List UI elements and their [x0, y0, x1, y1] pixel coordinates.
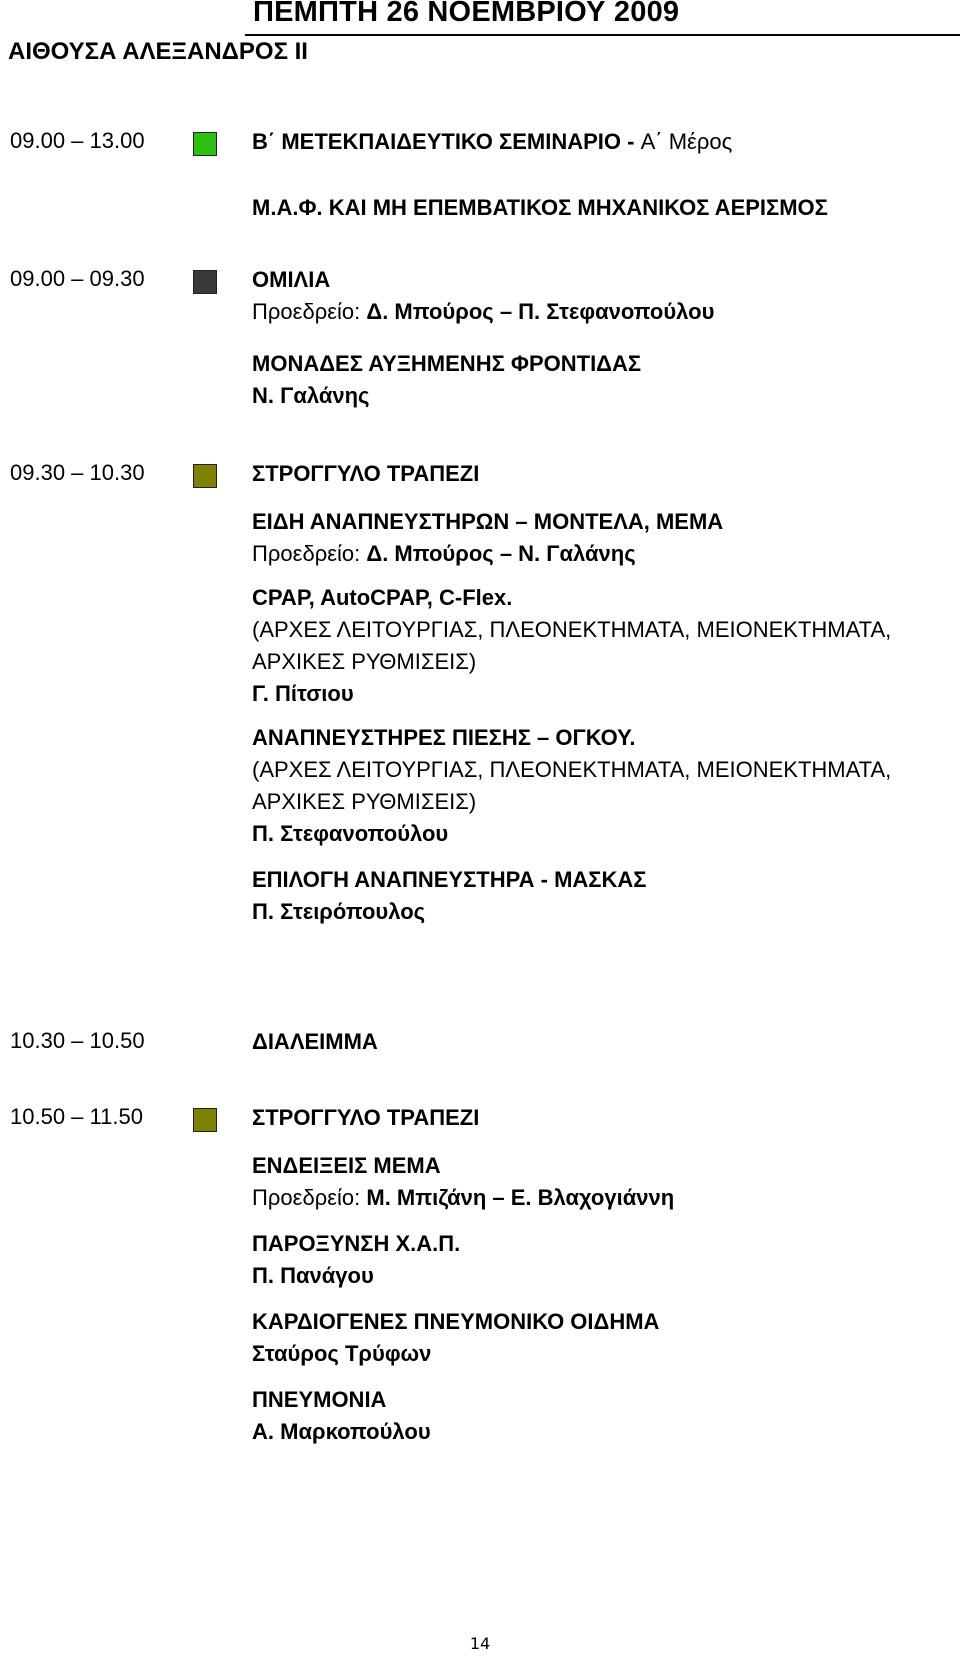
- session-seminar: [252, 126, 952, 224]
- chairs-label: Προεδρείο:: [252, 541, 367, 566]
- session-subtitle: Μ.Α.Φ. ΚΑΙ ΜΗ ΕΠΕΜΒΑΤΙΚΟΣ ΜΗΧΑΝΙΚΟΣ ΑΕΡΙΣΜΟΣ: [252, 195, 828, 220]
- talk-item: [252, 1228, 952, 1292]
- talk-color-marker: [193, 270, 217, 294]
- talk-description: (ΑΡΧΕΣ ΛΕΙΤΟΥΡΓΙΑΣ, ΠΛΕΟΝΕΚΤΗΜΑΤΑ, ΜΕΙΟΝΕΚΤΗΜΑΤΑ,: [252, 617, 892, 642]
- talk-speaker: Π. Στεφανοπούλου: [252, 821, 449, 846]
- chairs-names: Δ. Μπούρος – Ν. Γαλάνης: [366, 541, 636, 566]
- talk-title: ΚΑΡΔΙΟΓΕΝΕΣ ΠΝΕΥΜΟΝΙΚΟ ΟΙΔΗΜΑ: [252, 1309, 660, 1334]
- page-number: 14: [469, 1634, 491, 1653]
- session-time: 09.00 – 09.30: [10, 266, 145, 291]
- chairs-label: Προεδρείο:: [252, 299, 367, 324]
- talk-speaker: Γ. Πίτσιου: [252, 681, 354, 706]
- talk-title: CPAP, AutoCPAP, C-Flex.: [252, 585, 513, 610]
- session-subtitle: ΕΝΔΕΙΞΕΙΣ ΜΕΜΑ: [252, 1153, 441, 1178]
- room-name: ΑΙΘΟΥΣΑ ΑΛΕΞΑΝΔΡΟΣ ΙΙ: [8, 38, 308, 65]
- session-part: Α΄ Μέρος: [640, 129, 733, 154]
- talk-speaker: Α. Μαρκοπούλου: [252, 1419, 431, 1444]
- session-talk: [252, 264, 952, 412]
- talk-speaker: Π. Πανάγου: [252, 1263, 374, 1288]
- session-time: 09.30 – 10.30: [10, 460, 145, 485]
- seminar-color-marker: [193, 132, 217, 156]
- talk-description: ΑΡΧΙΚΕΣ ΡΥΘΜΙΣΕΙΣ): [252, 649, 477, 674]
- session-round-table: [252, 458, 952, 928]
- talk-title: ΕΠΙΛΟΓΗ ΑΝΑΠΝΕΥΣΤΗΡΑ - ΜΑΣΚΑΣ: [252, 867, 647, 892]
- talk-title: ΑΝΑΠΝΕΥΣΤΗΡΕΣ ΠΙΕΣΗΣ – ΟΓΚΟΥ.: [252, 725, 636, 750]
- talk-item: [252, 864, 952, 928]
- session-time: 10.50 – 11.50: [10, 1104, 143, 1129]
- talk-speaker: Σταύρος Τρύφων: [252, 1341, 432, 1366]
- talk-item: [252, 1384, 952, 1448]
- session-title: ΟΜΙΛΙΑ: [252, 267, 331, 292]
- talk-item: [252, 1306, 952, 1370]
- round-table-color-marker: [193, 464, 217, 488]
- talk-description: (ΑΡΧΕΣ ΛΕΙΤΟΥΡΓΙΑΣ, ΠΛΕΟΝΕΚΤΗΜΑΤΑ, ΜΕΙΟΝΕΚΤΗΜΑΤΑ,: [252, 757, 892, 782]
- chairs-names: Δ. Μπούρος – Π. Στεφανοπούλου: [366, 299, 715, 324]
- talk-speaker: Ν. Γαλάνης: [252, 383, 370, 408]
- talk-description: ΑΡΧΙΚΕΣ ΡΥΘΜΙΣΕΙΣ): [252, 789, 477, 814]
- header-divider: [245, 34, 960, 36]
- session-title: ΔΙΑΛΕΙΜΜΑ: [252, 1029, 378, 1054]
- talk-item: [252, 582, 952, 710]
- session-time: 09.00 – 13.00: [10, 128, 145, 153]
- talk-topic: ΜΟΝΑΔΕΣ ΑΥΞΗΜΕΝΗΣ ΦΡΟΝΤΙΔΑΣ: [252, 351, 642, 376]
- talk-title: ΠΝΕΥΜΟΝΙΑ: [252, 1387, 387, 1412]
- round-table-color-marker: [193, 1108, 217, 1132]
- session-title: ΣΤΡΟΓΓΥΛΟ ΤΡΑΠΕΖΙ: [252, 1105, 480, 1130]
- chairs-label: Προεδρείο:: [252, 1185, 367, 1210]
- session-title: ΣΤΡΟΓΓΥΛΟ ΤΡΑΠΕΖΙ: [252, 461, 480, 486]
- chairs-names: Μ. Μπιζάνη – Ε. Βλαχογιάννη: [366, 1185, 675, 1210]
- session-time: 10.30 – 10.50: [10, 1028, 145, 1053]
- talk-title: ΠΑΡΟΞΥΝΣΗ Χ.Α.Π.: [252, 1231, 461, 1256]
- talk-speaker: Π. Στειρόπουλος: [252, 899, 426, 924]
- talk-item: [252, 722, 952, 850]
- page-date-title: ΠΕΜΠΤΗ 26 ΝΟΕΜΒΡΙΟΥ 2009: [253, 0, 680, 28]
- session-break: [252, 1026, 952, 1058]
- session-title: Β΄ ΜΕΤΕΚΠΑΙΔΕΥΤΙΚΟ ΣΕΜΙΝΑΡΙΟ -: [252, 129, 641, 154]
- session-round-table: [252, 1102, 952, 1448]
- session-subtitle: ΕΙΔΗ ΑΝΑΠΝΕΥΣΤΗΡΩΝ – ΜΟΝΤΕΛΑ, ΜΕΜΑ: [252, 509, 724, 534]
